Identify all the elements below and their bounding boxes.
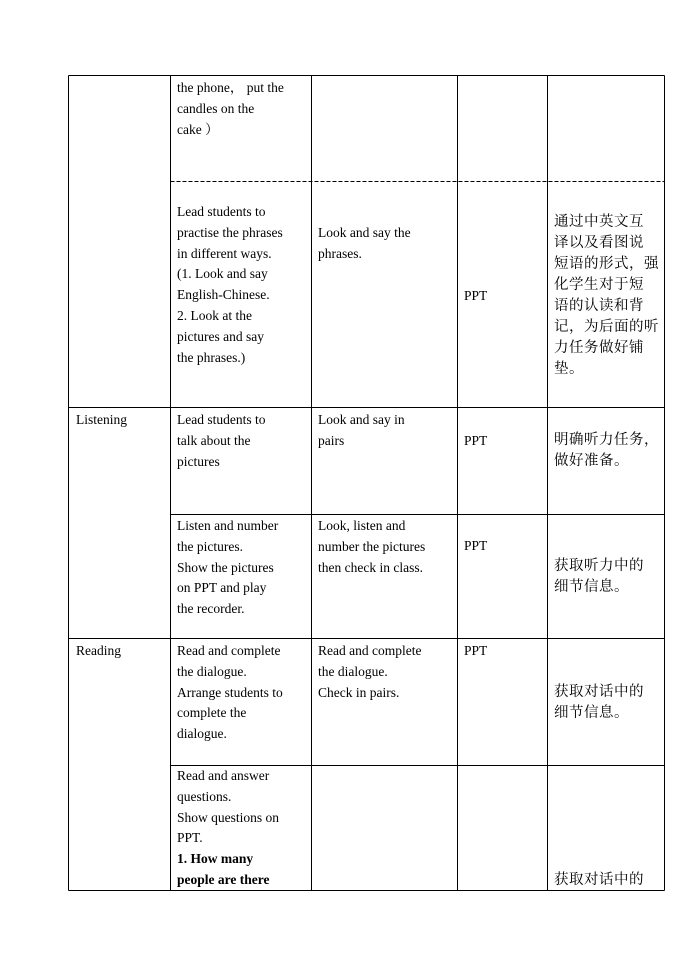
text-line: Read and complete: [318, 643, 422, 658]
text-line: Look, listen and: [318, 518, 406, 533]
text-line: 记，为后面的听: [554, 319, 659, 335]
row4-stage: Reading: [76, 643, 121, 658]
row1-purpose: [554, 212, 662, 380]
row2-stage: Listening: [76, 412, 127, 427]
text-line: the pictures.: [177, 538, 243, 554]
row3-purpose: [554, 556, 664, 598]
row4-teacher-activity: [177, 641, 302, 745]
text-line: questions.: [177, 788, 232, 804]
row3-media: PPT: [464, 538, 488, 553]
text-line: Show the pictures: [177, 559, 274, 575]
row5-purpose: [554, 870, 664, 891]
row2-student-activity: [318, 410, 448, 452]
text-line: Show questions on: [177, 809, 280, 825]
row4-student-activity: [318, 641, 448, 703]
text-line: 译以及看图说: [554, 235, 644, 251]
row4-media: PPT: [464, 643, 488, 658]
text-line: pairs: [318, 432, 345, 448]
text-line: number the pictures: [318, 538, 426, 554]
text-line: 2. Look at the: [177, 307, 252, 323]
row0-teacher-activity: [177, 78, 302, 140]
text-line: cake ）: [177, 121, 219, 137]
text-line: 细节信息。: [554, 579, 629, 595]
row2-purpose: [554, 430, 664, 472]
question-line: 1. How many: [177, 851, 254, 867]
question-line: people are there: [177, 871, 270, 887]
row5-teacher-activity: [177, 766, 302, 891]
text-line: 短语的形式，强: [554, 256, 659, 272]
text-line: pictures: [177, 453, 220, 469]
row2-media: PPT: [464, 433, 488, 448]
text-line: 明确听力任务，: [554, 432, 659, 448]
text-line: Look and say in: [318, 412, 405, 427]
text-line: practise the phrases: [177, 224, 283, 240]
text-line: complete the: [177, 705, 247, 721]
text-line: 力任务做好铺: [554, 340, 644, 356]
text-line: the phone， put the: [177, 80, 284, 95]
text-line: Read and complete: [177, 643, 281, 658]
text-line: then check in class.: [318, 559, 423, 575]
row1-media: PPT: [464, 288, 488, 303]
text-line: Lead students to: [177, 204, 266, 219]
text-line: the recorder.: [177, 601, 245, 617]
text-line: Check in pairs.: [318, 684, 400, 700]
text-line: (1. Look and say: [177, 266, 268, 282]
text-line: 化学生对于短: [554, 277, 644, 293]
text-line: Arrange students to: [177, 684, 283, 700]
text-line: 获取听力中的: [554, 558, 644, 574]
text-line: 获取对话中的: [554, 684, 644, 700]
row1-teacher-activity: [177, 202, 302, 368]
text-line: the dialogue.: [177, 663, 247, 679]
text-line: candles on the: [177, 100, 255, 116]
text-line: Listen and number: [177, 518, 279, 533]
text-line: dialogue.: [177, 726, 227, 742]
row3-teacher-activity: [177, 516, 302, 620]
text-line: PPT.: [177, 830, 203, 846]
text-line: 垫。: [554, 361, 584, 377]
text-line: on PPT and play: [177, 580, 267, 596]
text-line: talk about the: [177, 432, 251, 448]
text-line: the dialogue.: [318, 663, 388, 679]
text-line: Look and say the: [318, 225, 411, 240]
text-line: Read and answer: [177, 768, 270, 783]
text-line: the phrases.): [177, 349, 246, 365]
row2-teacher-activity: [177, 410, 302, 472]
text-line: in different ways.: [177, 245, 272, 261]
text-line: pictures and say: [177, 328, 264, 344]
text-line: 语的认读和背: [554, 298, 644, 314]
text-line: 获取对话中的: [554, 872, 644, 888]
text-line: English-Chinese.: [177, 287, 270, 303]
text-line: 细节信息。: [554, 705, 629, 721]
text-line: Lead students to: [177, 412, 266, 427]
text-line: 通过中英文互: [554, 214, 644, 230]
row1-student-activity: [318, 223, 448, 265]
row4-purpose: [554, 682, 664, 724]
text-line: 做好准备。: [554, 453, 629, 469]
row3-student-activity: [318, 516, 448, 578]
text-line: phrases.: [318, 245, 362, 261]
